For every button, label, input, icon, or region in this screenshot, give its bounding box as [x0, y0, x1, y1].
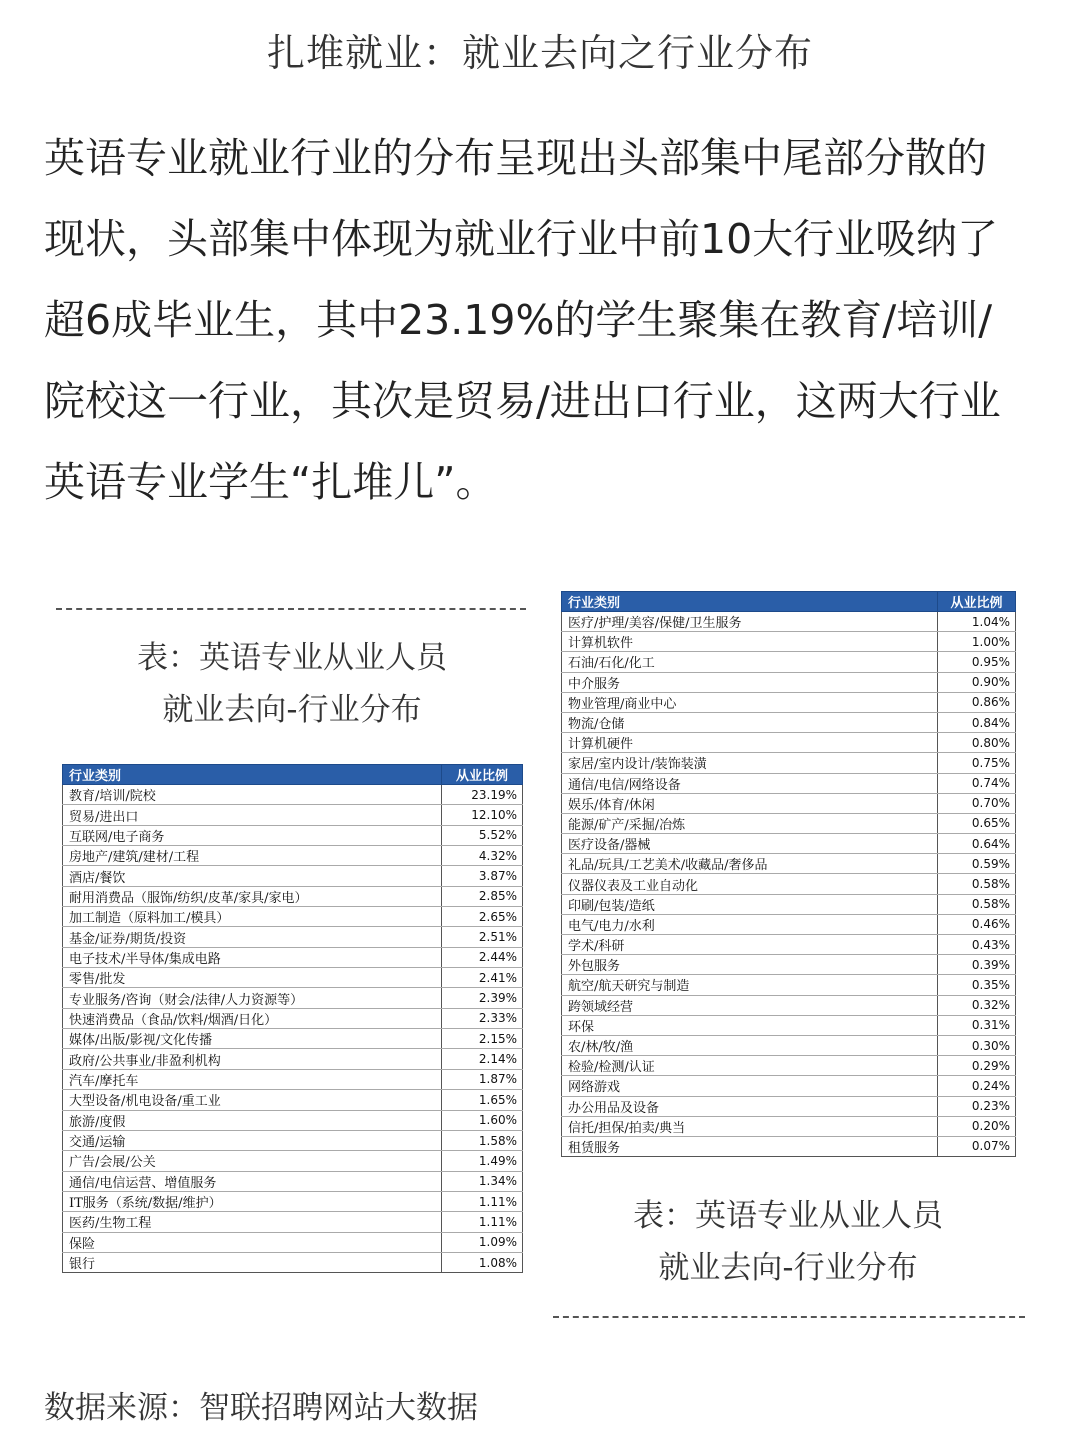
caption-line: 表：英语专业从业人员	[137, 640, 447, 676]
left-dashed-divider	[56, 608, 526, 610]
industry-ratio-cell: 0.64%	[938, 834, 1016, 854]
table-row	[562, 955, 1016, 975]
industry-ratio-cell: 2.51%	[442, 927, 523, 947]
industry-ratio-cell: 0.35%	[938, 975, 1016, 995]
industry-name-cell: 娱乐/体育/休闲	[562, 793, 938, 813]
paragraph-line: 英语专业学生“扎堆儿”。	[44, 458, 497, 506]
industry-ratio-cell: 0.75%	[938, 753, 1016, 773]
table-row	[63, 927, 523, 947]
table-row	[562, 935, 1016, 955]
industry-name-cell: 加工制造（原料加工/模具）	[63, 907, 442, 927]
industry-ratio-cell: 2.39%	[442, 988, 523, 1008]
industry-name-cell: 家居/室内设计/装饰装潢	[562, 753, 938, 773]
industry-name-cell: 保险	[63, 1232, 442, 1252]
industry-ratio-cell: 0.90%	[938, 672, 1016, 692]
industry-ratio-cell: 1.60%	[442, 1110, 523, 1130]
table-row	[63, 1212, 523, 1232]
table-row	[562, 995, 1016, 1015]
table-row	[562, 793, 1016, 813]
table-row	[562, 1096, 1016, 1116]
industry-name-cell: 电子技术/半导体/集成电路	[63, 947, 442, 967]
industry-ratio-cell: 1.08%	[442, 1252, 523, 1272]
table-row	[562, 672, 1016, 692]
table-row	[562, 894, 1016, 914]
industry-ratio-cell: 0.31%	[938, 1015, 1016, 1035]
table-header-row	[562, 592, 1016, 612]
industry-ratio-cell: 1.11%	[442, 1212, 523, 1232]
table-row	[63, 947, 523, 967]
industry-ratio-cell: 0.32%	[938, 995, 1016, 1015]
right-table-caption	[561, 1190, 1015, 1294]
paragraph-line: 现状，头部集中体现为就业行业中前10大行业吸纳了	[44, 215, 999, 263]
table-row	[562, 712, 1016, 732]
table-row	[562, 975, 1016, 995]
industry-ratio-cell: 2.15%	[442, 1029, 523, 1049]
table-row	[63, 846, 523, 866]
industry-ratio-cell: 0.07%	[938, 1136, 1016, 1156]
industry-name-cell: 媒体/出版/影视/文化传播	[63, 1029, 442, 1049]
industry-name-cell: 医疗/护理/美容/保健/卫生服务	[562, 612, 938, 632]
header-ratio: 从业比例	[938, 592, 1016, 612]
industry-name-cell: 耐用消费品（服饰/纺织/皮革/家具/家电）	[63, 886, 442, 906]
data-source: 数据来源：智联招聘网站大数据	[44, 1390, 478, 1426]
table-row	[63, 988, 523, 1008]
industry-name-cell: 政府/公共事业/非盈利机构	[63, 1049, 442, 1069]
industry-ratio-cell: 1.11%	[442, 1191, 523, 1211]
header-ratio: 从业比例	[442, 765, 523, 785]
table-row	[63, 1029, 523, 1049]
industry-ratio-cell: 2.85%	[442, 886, 523, 906]
industry-name-cell: 信托/担保/拍卖/典当	[562, 1116, 938, 1136]
industry-name-cell: 通信/电信运营、增值服务	[63, 1171, 442, 1191]
table-row	[63, 866, 523, 886]
industry-name-cell: 专业服务/咨询（财会/法律/人力资源等）	[63, 988, 442, 1008]
industry-ratio-cell: 0.65%	[938, 813, 1016, 833]
table-row	[562, 612, 1016, 632]
industry-ratio-cell: 0.24%	[938, 1076, 1016, 1096]
table-row	[63, 1049, 523, 1069]
industry-ratio-cell: 0.86%	[938, 692, 1016, 712]
industry-name-cell: IT服务（系统/数据/维护）	[63, 1191, 442, 1211]
industry-name-cell: 租赁服务	[562, 1136, 938, 1156]
industry-name-cell: 旅游/度假	[63, 1110, 442, 1130]
industry-ratio-cell: 3.87%	[442, 866, 523, 886]
table-row	[63, 785, 523, 805]
table-row	[562, 854, 1016, 874]
industry-ratio-cell: 0.43%	[938, 935, 1016, 955]
industry-name-cell: 交通/运输	[63, 1130, 442, 1150]
industry-name-cell: 电气/电力/水利	[562, 914, 938, 934]
industry-ratio-cell: 2.33%	[442, 1008, 523, 1028]
industry-ratio-cell: 1.04%	[938, 612, 1016, 632]
industry-ratio-cell: 2.65%	[442, 907, 523, 927]
industry-name-cell: 物流/仓储	[562, 712, 938, 732]
industry-table-right	[561, 591, 1016, 1157]
industry-ratio-cell: 1.58%	[442, 1130, 523, 1150]
table-row	[562, 1056, 1016, 1076]
paragraph-line: 院校这一行业，其次是贸易/进出口行业，这两大行业	[44, 377, 1001, 425]
table-row	[63, 805, 523, 825]
caption-line: 表：英语专业从业人员	[633, 1198, 943, 1234]
table-row	[562, 632, 1016, 652]
intro-paragraph	[44, 118, 1044, 523]
industry-ratio-cell: 0.23%	[938, 1096, 1016, 1116]
industry-ratio-cell: 0.74%	[938, 773, 1016, 793]
industry-name-cell: 医药/生物工程	[63, 1212, 442, 1232]
industry-ratio-cell: 1.09%	[442, 1232, 523, 1252]
header-industry: 行业类别	[63, 765, 442, 785]
industry-ratio-cell: 0.84%	[938, 712, 1016, 732]
industry-ratio-cell: 0.29%	[938, 1056, 1016, 1076]
table-row	[63, 1008, 523, 1028]
industry-ratio-cell: 0.20%	[938, 1116, 1016, 1136]
industry-table-left	[62, 764, 523, 1273]
industry-name-cell: 计算机硬件	[562, 733, 938, 753]
industry-ratio-cell: 12.10%	[442, 805, 523, 825]
table-row	[63, 1171, 523, 1191]
left-table-caption	[62, 632, 522, 736]
table-row	[562, 1076, 1016, 1096]
industry-ratio-cell: 5.52%	[442, 825, 523, 845]
industry-ratio-cell: 0.30%	[938, 1035, 1016, 1055]
industry-name-cell: 零售/批发	[63, 968, 442, 988]
table-row	[63, 1130, 523, 1150]
right-dashed-divider	[553, 1316, 1025, 1318]
industry-ratio-cell: 0.80%	[938, 733, 1016, 753]
table-row	[63, 1069, 523, 1089]
industry-name-cell: 贸易/进出口	[63, 805, 442, 825]
industry-ratio-cell: 1.34%	[442, 1171, 523, 1191]
industry-ratio-cell: 0.58%	[938, 874, 1016, 894]
table-row	[562, 1136, 1016, 1156]
table-row	[63, 1232, 523, 1252]
industry-name-cell: 外包服务	[562, 955, 938, 975]
table-row	[562, 753, 1016, 773]
industry-name-cell: 学术/科研	[562, 935, 938, 955]
industry-name-cell: 办公用品及设备	[562, 1096, 938, 1116]
industry-ratio-cell: 23.19%	[442, 785, 523, 805]
table-row	[562, 1035, 1016, 1055]
table-row	[562, 914, 1016, 934]
caption-line: 就业去向-行业分布	[658, 1250, 918, 1286]
industry-ratio-cell: 2.14%	[442, 1049, 523, 1069]
table-row	[562, 652, 1016, 672]
industry-ratio-cell: 1.87%	[442, 1069, 523, 1089]
industry-name-cell: 能源/矿产/采掘/冶炼	[562, 813, 938, 833]
industry-name-cell: 农/林/牧/渔	[562, 1035, 938, 1055]
table-row	[562, 773, 1016, 793]
industry-name-cell: 大型设备/机电设备/重工业	[63, 1090, 442, 1110]
industry-ratio-cell: 0.58%	[938, 894, 1016, 914]
table-row	[562, 733, 1016, 753]
industry-ratio-cell: 0.39%	[938, 955, 1016, 975]
industry-name-cell: 基金/证券/期货/投资	[63, 927, 442, 947]
industry-name-cell: 跨领域经营	[562, 995, 938, 1015]
table-row	[63, 825, 523, 845]
industry-name-cell: 房地产/建筑/建材/工程	[63, 846, 442, 866]
industry-ratio-cell: 0.46%	[938, 914, 1016, 934]
table-row	[63, 1090, 523, 1110]
industry-name-cell: 网络游戏	[562, 1076, 938, 1096]
table-row	[562, 813, 1016, 833]
paragraph-line: 英语专业就业行业的分布呈现出头部集中尾部分散的	[44, 134, 987, 182]
table-row	[562, 692, 1016, 712]
industry-ratio-cell: 4.32%	[442, 846, 523, 866]
industry-ratio-cell: 0.70%	[938, 793, 1016, 813]
caption-line: 就业去向-行业分布	[162, 692, 422, 728]
industry-name-cell: 仪器仪表及工业自动化	[562, 874, 938, 894]
table-row	[562, 834, 1016, 854]
industry-name-cell: 礼品/玩具/工艺美术/收藏品/奢侈品	[562, 854, 938, 874]
industry-name-cell: 教育/培训/院校	[63, 785, 442, 805]
industry-name-cell: 通信/电信/网络设备	[562, 773, 938, 793]
paragraph-line: 超6成毕业生，其中23.19%的学生聚集在教育/培训/	[44, 296, 993, 344]
industry-name-cell: 环保	[562, 1015, 938, 1035]
table-row	[63, 968, 523, 988]
industry-ratio-cell: 0.95%	[938, 652, 1016, 672]
table-row	[63, 907, 523, 927]
table-header-row	[63, 765, 523, 785]
industry-ratio-cell: 2.44%	[442, 947, 523, 967]
industry-name-cell: 广告/会展/公关	[63, 1151, 442, 1171]
industry-name-cell: 中介服务	[562, 672, 938, 692]
page-title: 扎堆就业：就业去向之行业分布	[266, 31, 813, 75]
table-row	[63, 886, 523, 906]
industry-ratio-cell: 1.00%	[938, 632, 1016, 652]
table-row	[562, 874, 1016, 894]
industry-ratio-cell: 2.41%	[442, 968, 523, 988]
industry-name-cell: 石油/石化/化工	[562, 652, 938, 672]
industry-ratio-cell: 1.49%	[442, 1151, 523, 1171]
industry-name-cell: 物业管理/商业中心	[562, 692, 938, 712]
table-row	[63, 1110, 523, 1130]
industry-name-cell: 航空/航天研究与制造	[562, 975, 938, 995]
industry-name-cell: 酒店/餐饮	[63, 866, 442, 886]
table-row	[63, 1191, 523, 1211]
table-row	[63, 1252, 523, 1272]
table-row	[562, 1015, 1016, 1035]
industry-name-cell: 银行	[63, 1252, 442, 1272]
industry-name-cell: 检验/检测/认证	[562, 1056, 938, 1076]
industry-name-cell: 快速消费品（食品/饮料/烟酒/日化）	[63, 1008, 442, 1028]
industry-ratio-cell: 0.59%	[938, 854, 1016, 874]
header-industry: 行业类别	[562, 592, 938, 612]
industry-name-cell: 医疗设备/器械	[562, 834, 938, 854]
industry-name-cell: 计算机软件	[562, 632, 938, 652]
table-row	[562, 1116, 1016, 1136]
industry-ratio-cell: 1.65%	[442, 1090, 523, 1110]
industry-name-cell: 印刷/包装/造纸	[562, 894, 938, 914]
table-row	[63, 1151, 523, 1171]
industry-name-cell: 互联网/电子商务	[63, 825, 442, 845]
industry-name-cell: 汽车/摩托车	[63, 1069, 442, 1089]
